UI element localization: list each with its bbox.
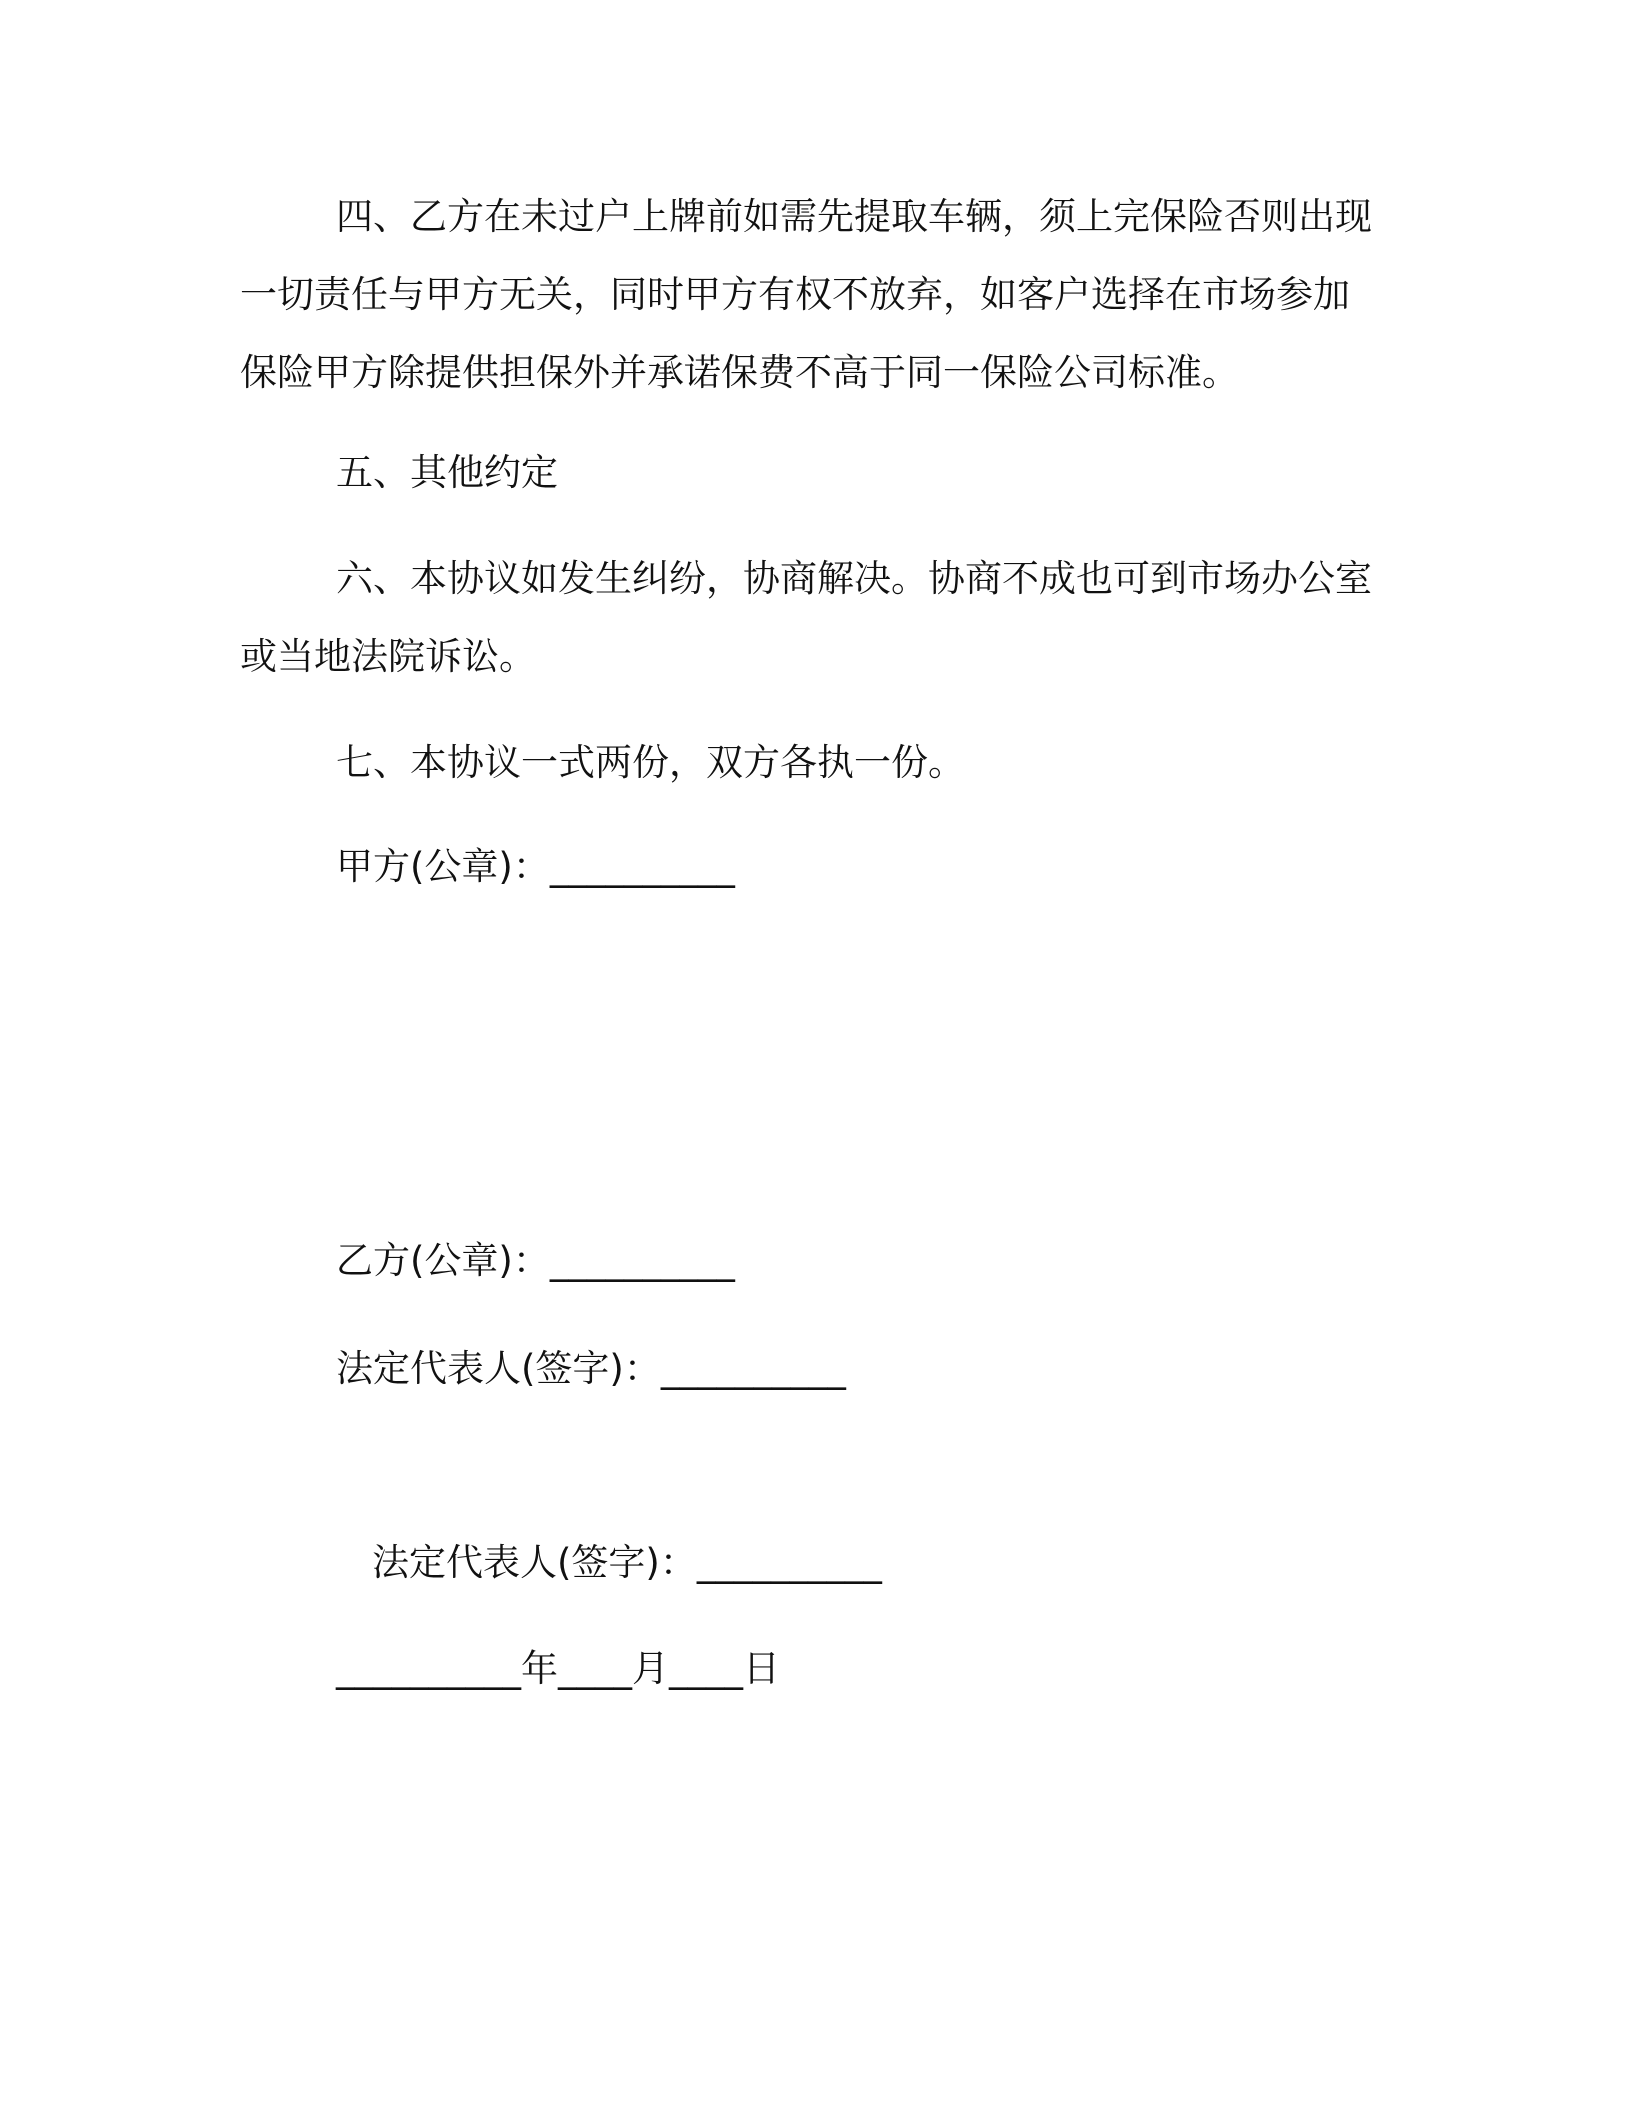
legal-representative-line-1: 法定代表人(签字)：__________ — [336, 1347, 846, 1390]
clause-five: 五、其他约定 — [336, 451, 558, 494]
legal-representative-line-2: 法定代表人(签字)：__________ — [372, 1541, 882, 1584]
party-b-seal-line: 乙方(公章)：__________ — [336, 1239, 735, 1282]
clause-seven: 七、本协议一式两份，双方各执一份。 — [336, 741, 965, 784]
clause-six: 六、本协议如发生纠纷，协商解决。协商不成也可到市场办公室或当地法院诉讼。 — [240, 557, 1372, 678]
date-line: __________年____月____日 — [336, 1647, 780, 1690]
party-a-seal-line: 甲方(公章)：__________ — [336, 845, 735, 888]
clause-four: 四、乙方在未过户上牌前如需先提取车辆，须上完保险否则出现一切责任与甲方无关，同时甲方有权不放弃，如客户选择在市场参加保险甲方除提供担保外并承诺保费不高于同一保险公司标准。 — [240, 195, 1372, 394]
